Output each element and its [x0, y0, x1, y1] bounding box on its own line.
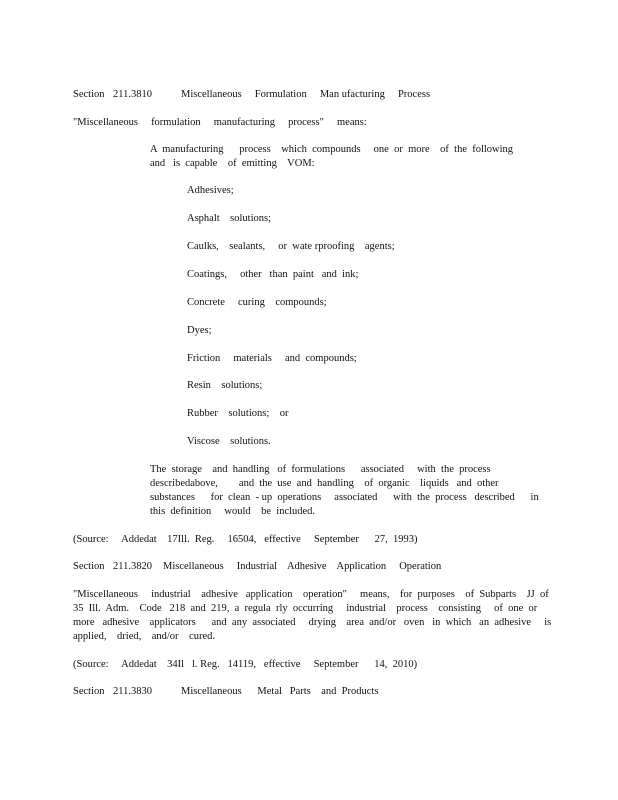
- list-item: Concrete curing compounds;: [187, 297, 327, 308]
- definition-line: applied, dried, and/or cured.: [73, 631, 215, 642]
- definition-line: more adhesive applicators and any associated drying area and/or oven in which an adhesive is: [73, 617, 552, 628]
- list-item: Viscose solutions.: [187, 436, 271, 447]
- list-item: Asphalt solutions;: [187, 213, 272, 224]
- section-title: Miscellaneous Metal Parts and Products: [181, 686, 379, 697]
- definition-line: "Miscellaneous industrial adhesive application operation" means, for purposes of Subparts JJ of: [73, 589, 549, 600]
- source-note: (Source: Addedat 17Ill. Reg. 16504, effective September 27, 1993): [73, 534, 418, 545]
- list-item: Friction materials and compounds;: [187, 353, 357, 364]
- section-label: Section: [73, 561, 105, 572]
- section-label: Section: [73, 686, 105, 697]
- section-number: 211.3820: [113, 561, 152, 572]
- section-label: Section: [73, 89, 105, 100]
- closing-line: The storage and handling of formulations associated with the process: [150, 464, 491, 475]
- definition-intro-line: A manufacturing process which compounds one or more of the following: [150, 144, 514, 155]
- section-number: 211.3830: [113, 686, 152, 697]
- list-item: Adhesives;: [187, 185, 234, 196]
- section-title: Miscellaneous Formulation Man ufacturing Process: [181, 89, 431, 100]
- closing-line: this definition would be included.: [150, 506, 316, 517]
- definition-intro-line: and is capable of emitting VOM:: [150, 158, 315, 169]
- closing-line: substances for clean - up operations associated with the process described in: [150, 492, 539, 503]
- list-item: Caulks, sealants, or wate rproofing agents;: [187, 241, 395, 252]
- list-item: Rubber solutions; or: [187, 408, 289, 419]
- list-item: Coatings, other than paint and ink;: [187, 269, 359, 280]
- section-title: Miscellaneous Industrial Adhesive Application Operation: [163, 561, 442, 572]
- source-note: (Source: Addedat 34Il l. Reg. 14119, effective September 14, 2010): [73, 659, 418, 670]
- closing-line: describedabove, and the use and handling of organic liquids and other: [150, 478, 499, 489]
- definition-line: 35 Ill. Adm. Code 218 and 219, a regula rly occurring industrial process consisting of one or: [73, 603, 538, 614]
- section-number: 211.3810: [113, 89, 152, 100]
- definition-term: "Miscellaneous formulation manufacturing process" means:: [73, 117, 367, 128]
- list-item: Dyes;: [187, 325, 212, 336]
- list-item: Resin solutions;: [187, 380, 263, 391]
